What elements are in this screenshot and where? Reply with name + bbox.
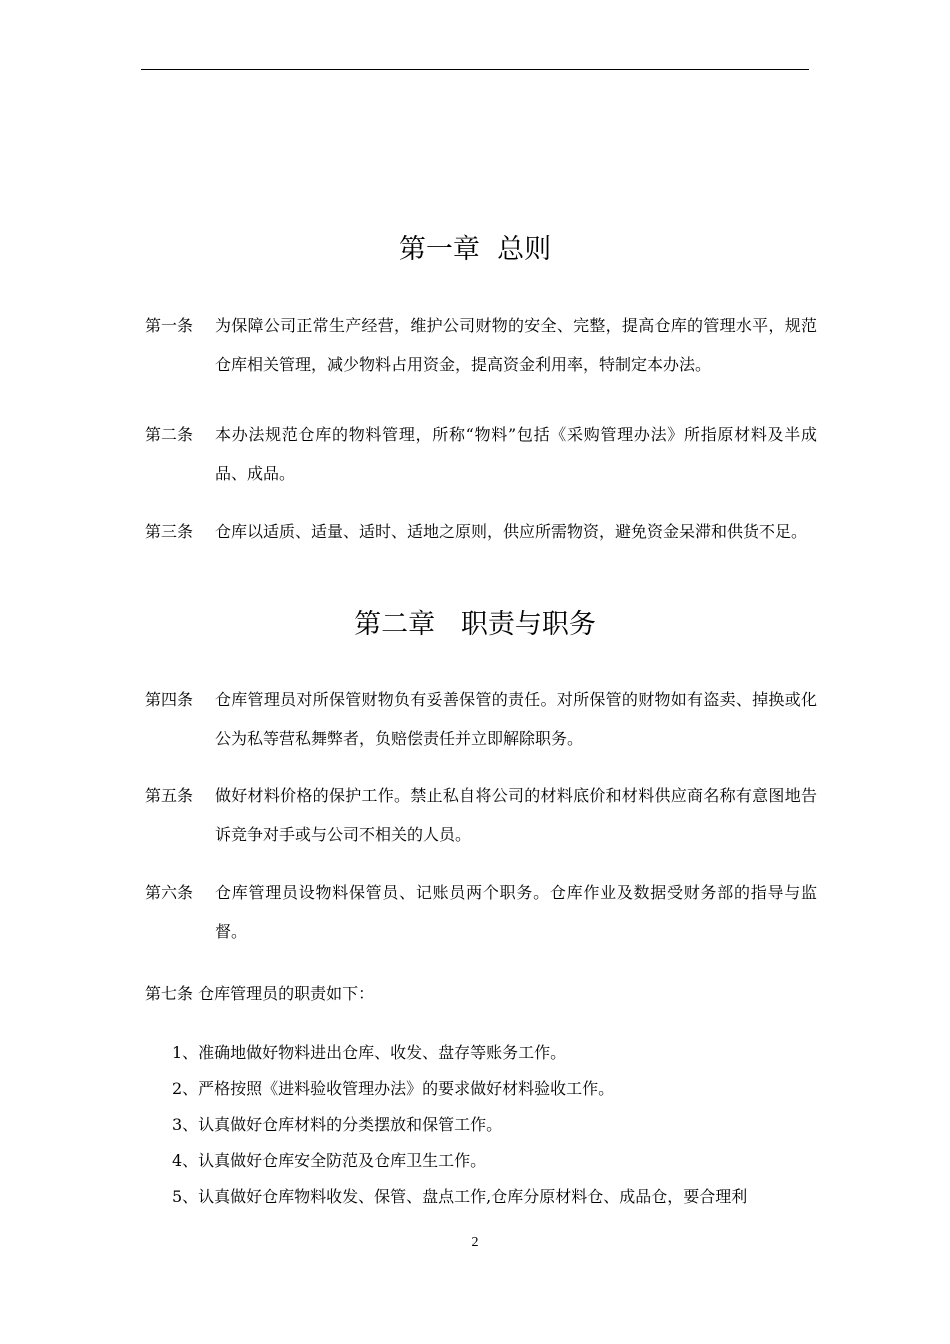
article-number: 第六条: [145, 883, 194, 902]
list-item: 5、认真做好仓库物料收发、保管、盘点工作,仓库分原材料仓、成品仓，要合理利: [172, 1187, 748, 1206]
duties-list: [172, 1035, 822, 1215]
article-text: 为保障公司正常生产经营，维护公司财物的安全、完整，提高仓库的管理水平，规范仓库相关管理，减少物料占用资金，提高资金利用率，特制定本办法。: [215, 316, 817, 374]
chapter-title-1: 第一章 总则: [398, 234, 552, 265]
list-item: 1、准确地做好物料进出仓库、收发、盘存等账务工作。: [172, 1043, 567, 1062]
article-text: 仓库管理员对所保管财物负有妥善保管的责任。对所保管的财物如有盗卖、掉换或化公为私等营私舞弊者，负赔偿责任并立即解除职务。: [215, 690, 817, 748]
article-text: 本办法规范仓库的物料管理，所称“物料”包括《采购管理办法》所指原材料及半成品、成品。: [215, 425, 817, 483]
article-7-heading: 第七条 仓库管理员的职责如下：: [145, 984, 375, 1003]
article-2: [145, 415, 817, 493]
article-text: 仓库管理员设物料保管员、记账员两个职务。仓库作业及数据受财务部的指导与监督。: [215, 883, 817, 941]
article-4: [145, 680, 817, 758]
header-rule: [141, 69, 809, 70]
article-1: [145, 306, 817, 384]
page-number: 2: [471, 1235, 479, 1250]
article-text: 仓库以适质、适量、适时、适地之原则，供应所需物资，避免资金呆滞和供货不足。: [215, 522, 808, 541]
article-5: [145, 776, 817, 854]
list-item: 2、严格按照《进料验收管理办法》的要求做好材料验收工作。: [172, 1079, 615, 1098]
article-6: [145, 873, 817, 951]
chapter-title-2: 第二章 职责与职务: [354, 609, 596, 640]
list-item: 3、认真做好仓库材料的分类摆放和保管工作。: [172, 1115, 503, 1134]
article-number: 第二条: [145, 425, 194, 444]
article-3: [145, 512, 817, 551]
article-text: 做好材料价格的保护工作。禁止私自将公司的材料底价和材料供应商名称有意图地告诉竞争对手或与公司不相关的人员。: [215, 786, 817, 844]
article-number: 第四条: [145, 690, 194, 709]
article-number: 第五条: [145, 786, 194, 805]
article-number: 第一条: [145, 316, 194, 335]
article-number: 第三条: [145, 522, 194, 541]
list-item: 4、认真做好仓库安全防范及仓库卫生工作。: [172, 1151, 487, 1170]
